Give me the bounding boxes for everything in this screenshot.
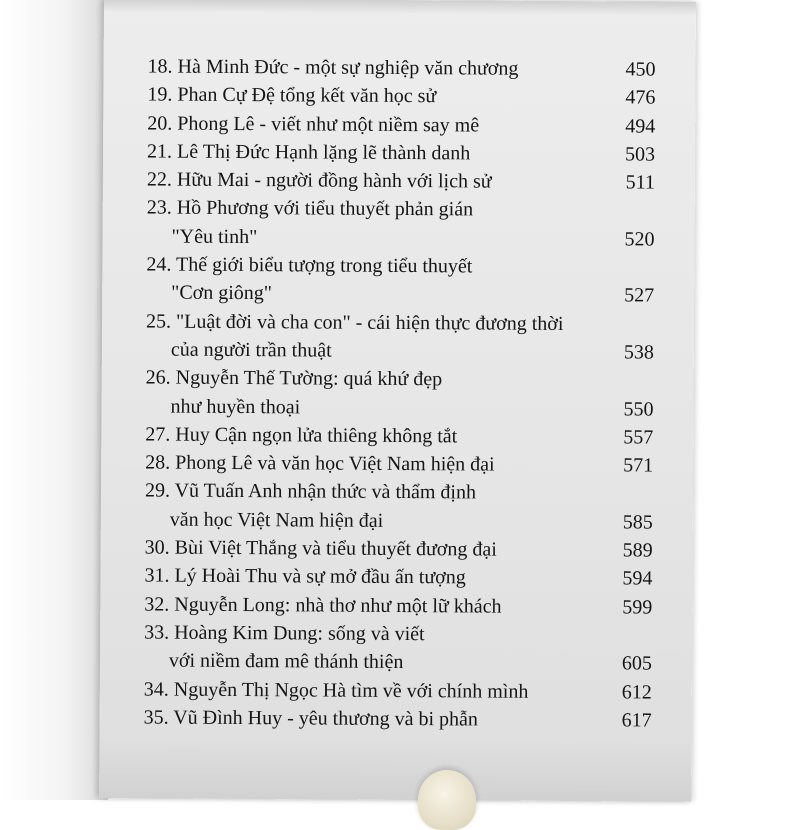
toc-entry-continuation-line <box>146 222 654 253</box>
toc-entry-number: 19. <box>147 81 172 109</box>
toc-entry <box>148 52 656 83</box>
toc-entry-title: Phong Lê - viết như một niềm say mê <box>177 112 479 136</box>
toc-entry-text <box>144 675 612 706</box>
toc-entry-page-number: 476 <box>615 84 655 113</box>
toc-entry-text <box>146 364 644 395</box>
toc-entry-title: Hà Minh Đức - một sự nghiệp văn chương <box>178 56 519 80</box>
toc-entry-title: "Luật đời và cha con" - cái hiện thực đương thời <box>176 310 564 334</box>
toc-entry <box>145 449 653 480</box>
toc-entry-text <box>147 109 615 140</box>
toc-entry-text <box>148 52 616 83</box>
toc-entry-page-number: 589 <box>613 536 653 565</box>
toc-entry-page-number: 503 <box>615 140 655 169</box>
toc-entry-title: Hữu Mai - người đồng hành với lịch sử <box>177 169 492 193</box>
toc-entry-title: như huyền thoại <box>170 395 300 418</box>
toc-entry-first-line <box>146 307 654 338</box>
toc-entry-first-line <box>146 364 654 395</box>
toc-entry-text <box>146 222 614 253</box>
toc-entry-page-number: 557 <box>613 423 653 452</box>
toc-entry-first-line <box>147 137 655 168</box>
toc-entry-continuation-line <box>145 392 653 423</box>
toc-entry-text <box>147 194 645 225</box>
toc-entry-page-number: 511 <box>616 169 655 198</box>
toc-entry-page-number: 571 <box>613 451 653 480</box>
toc-entry <box>144 675 652 706</box>
toc-entry <box>144 562 652 593</box>
toc-entry-title: Hoàng Kim Dung: sống và viết <box>174 622 425 646</box>
toc-entry <box>146 307 654 367</box>
toc-entry <box>147 81 655 112</box>
toc-entry-title: Thế giới biểu tượng trong tiểu thuyết <box>176 254 473 278</box>
toc-entry-text <box>147 137 615 168</box>
toc-entry-title: Vũ Tuấn Anh nhận thức và thẩm định <box>175 480 477 504</box>
toc-entry <box>145 533 653 564</box>
toc-entry-number: 26. <box>146 364 171 392</box>
toc-entry-first-line <box>147 81 655 112</box>
toc-entry-title: "Yêu tinh" <box>171 225 257 248</box>
toc-entry-text <box>145 420 613 451</box>
toc-entry-number: 24. <box>146 251 171 279</box>
toc-entry-text <box>144 590 612 621</box>
background-right <box>690 0 800 800</box>
toc-entry <box>146 251 654 311</box>
toc-entry-title: Vũ Đình Huy - yêu thương và bi phẫn <box>173 706 478 730</box>
toc-entry <box>146 194 654 254</box>
toc-entry-text <box>146 335 614 366</box>
toc-entry-text <box>144 703 612 734</box>
toc-entry-number: 20. <box>147 109 172 137</box>
toc-entry-page-number: 550 <box>613 395 653 424</box>
toc-entry-continuation-line <box>144 647 652 678</box>
toc-entry-title: "Cơn giông" <box>171 282 272 305</box>
toc-entry-page-number: 450 <box>615 55 655 84</box>
toc-entry-text <box>145 477 643 508</box>
toc-entry-first-line <box>145 477 653 508</box>
toc-entry-number: 25. <box>146 307 171 335</box>
toc-entry-title: Phan Cự Đệ tổng kết văn học sử <box>177 84 436 108</box>
toc-entry-text <box>145 449 613 480</box>
toc-entry-number: 27. <box>145 420 170 448</box>
toc-entry-first-line <box>145 533 653 564</box>
toc-entry-first-line <box>144 590 652 621</box>
toc-entry-page-number: 605 <box>612 650 652 679</box>
page-bottom-shadow <box>99 738 691 802</box>
toc-entry-first-line <box>144 562 652 593</box>
toc-entry-text <box>144 618 642 649</box>
toc-entry-page-number: 599 <box>612 593 652 622</box>
toc-entry-first-line <box>146 251 654 282</box>
toc-entry-first-line <box>144 675 652 706</box>
toc-entry-title: với niềm đam mê thánh thiện <box>169 650 404 673</box>
toc-entry-title: Nguyễn Long: nhà thơ như một lữ khách <box>174 593 501 617</box>
toc-entry-number: 23. <box>147 194 172 222</box>
toc-entry-number: 18. <box>148 52 173 80</box>
fingertip <box>418 770 476 830</box>
toc-entry <box>145 477 653 537</box>
toc-entry-page-number: 585 <box>613 508 653 537</box>
toc-entry-first-line <box>147 194 655 225</box>
toc-entry-page-number: 594 <box>612 565 652 594</box>
toc-entry-title: Nguyễn Thị Ngọc Hà tìm về với chính mình <box>174 678 529 702</box>
toc-entry-text <box>144 562 612 593</box>
toc-entry-continuation-line <box>146 279 654 310</box>
book-page <box>99 0 696 802</box>
toc-entry-text <box>146 251 644 282</box>
toc-entry <box>144 703 652 734</box>
toc-entry <box>145 364 653 424</box>
toc-entry-number: 32. <box>144 590 169 618</box>
toc-entry-first-line <box>145 420 653 451</box>
toc-entry-page-number: 494 <box>615 112 655 141</box>
toc-entry-text <box>147 166 616 197</box>
toc-entry-number: 34. <box>144 675 169 703</box>
toc-entry <box>144 590 652 621</box>
toc-entry-text <box>146 307 644 338</box>
toc-entry-number: 33. <box>144 618 169 646</box>
toc-entry-title: của người trần thuật <box>171 339 332 362</box>
toc-entry-continuation-line <box>145 505 653 536</box>
toc-entry-page-number: 520 <box>614 225 654 254</box>
toc-entry-page-number: 538 <box>614 338 654 367</box>
toc-entry-title: Lê Thị Đức Hạnh lặng lẽ thành danh <box>177 141 470 165</box>
toc-entry-text <box>145 392 613 423</box>
toc-entry-title: Phong Lê và văn học Việt Nam hiện đại <box>175 452 495 476</box>
toc-entry-text <box>147 81 615 112</box>
background-left <box>0 0 108 800</box>
toc-entry-title: Hồ Phương với tiểu thuyết phản gián <box>177 197 474 221</box>
toc-entry-page-number: 617 <box>612 706 652 735</box>
toc-entry-title: văn học Việt Nam hiện đại <box>170 508 384 531</box>
toc-entry <box>145 420 653 451</box>
table-of-contents <box>144 52 656 734</box>
toc-entry-page-number: 527 <box>614 282 654 311</box>
toc-entry-number: 35. <box>144 703 169 731</box>
toc-entry-title: Nguyễn Thế Tường: quá khứ đẹp <box>176 367 443 391</box>
toc-entry <box>147 109 655 140</box>
toc-entry-number: 28. <box>145 449 170 477</box>
toc-entry-title: Huy Cận ngọn lửa thiêng không tắt <box>175 423 457 447</box>
toc-entry-first-line <box>144 618 652 649</box>
toc-entry-text <box>146 279 614 310</box>
toc-entry <box>147 166 655 197</box>
toc-entry <box>147 137 655 168</box>
toc-entry-first-line <box>148 52 656 83</box>
toc-entry-continuation-line <box>146 335 654 366</box>
toc-entry-title: Bùi Việt Thắng và tiểu thuyết đương đại <box>175 537 497 561</box>
toc-entry-first-line <box>147 109 655 140</box>
toc-entry-first-line <box>147 166 655 197</box>
toc-entry-first-line <box>144 703 652 734</box>
toc-entry-number: 21. <box>147 137 172 165</box>
toc-entry <box>144 618 652 678</box>
toc-entry-text <box>145 505 613 536</box>
toc-entry-text <box>145 533 613 564</box>
toc-entry-text <box>144 647 612 678</box>
toc-entry-page-number: 612 <box>612 678 652 707</box>
toc-entry-first-line <box>145 449 653 480</box>
toc-entry-number: 22. <box>147 166 172 194</box>
toc-entry-number: 31. <box>144 562 169 590</box>
page-top-edge <box>104 0 696 16</box>
toc-entry-number: 30. <box>145 533 170 561</box>
toc-entry-title: Lý Hoài Thu và sự mở đầu ấn tượng <box>174 565 465 589</box>
toc-entry-number: 29. <box>145 477 170 505</box>
